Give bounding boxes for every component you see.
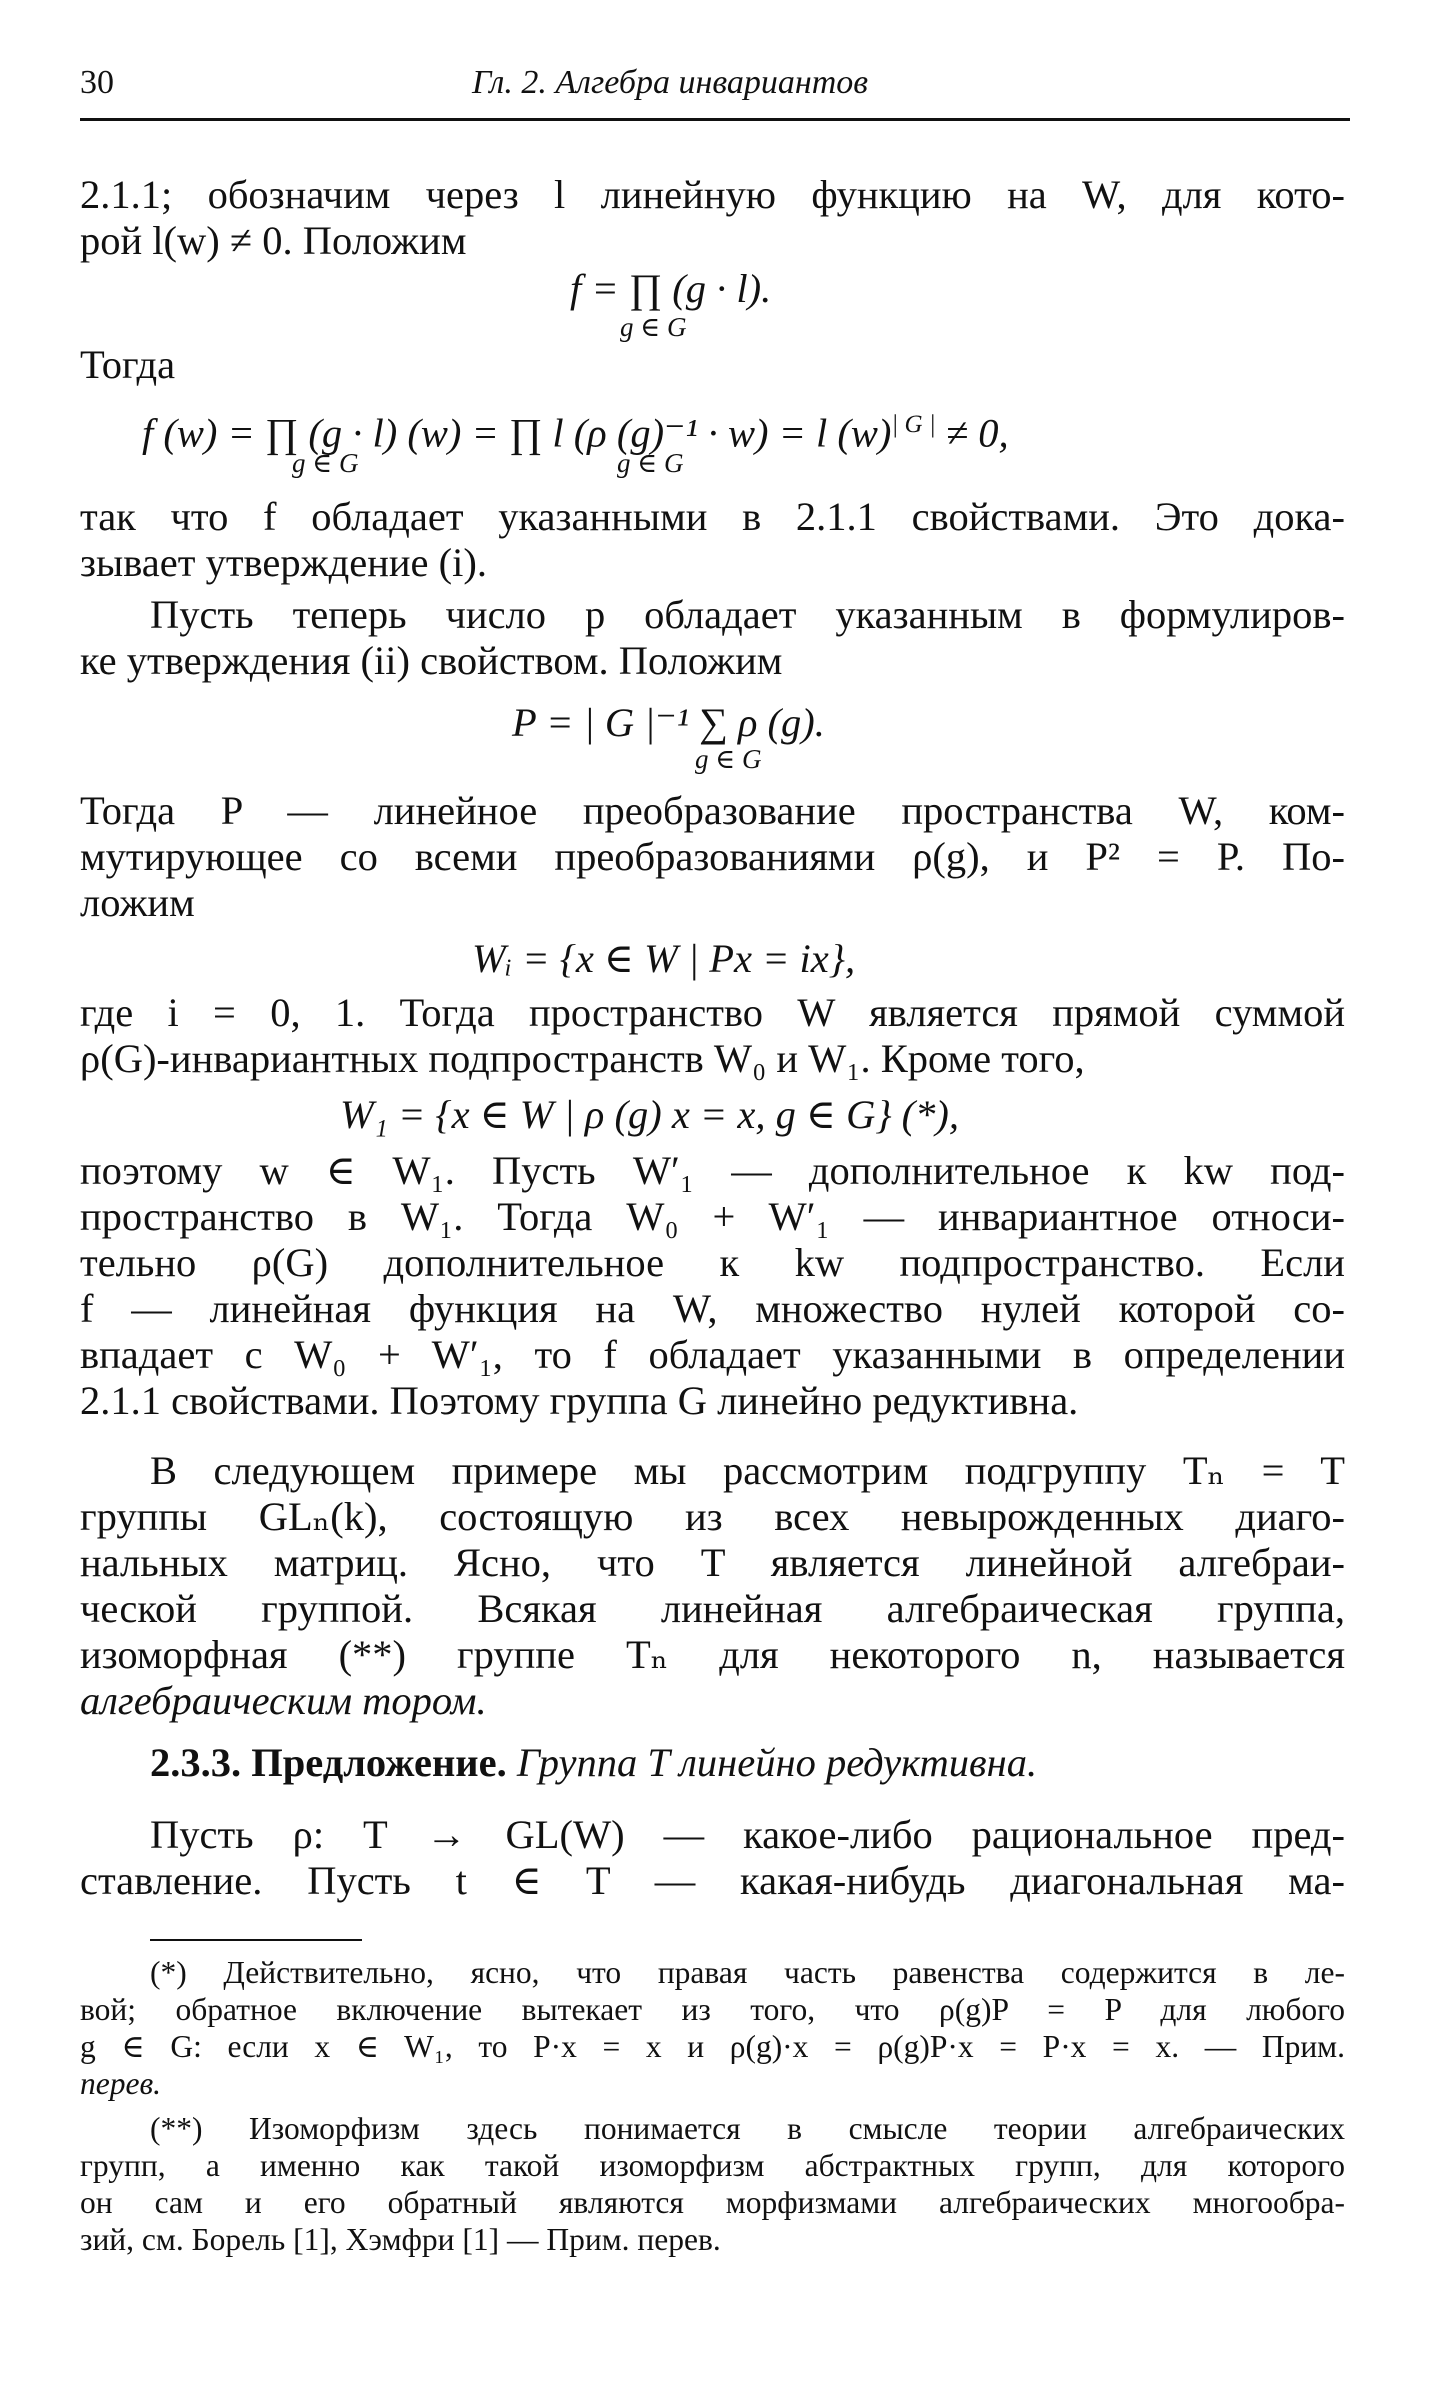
footnote-line: групп, а именно как такой изоморфизм абстрактных групп, для которого [80,2148,1345,2183]
page-number: 30 [80,64,114,101]
formula-w-i: Wᵢ = {x ∈ W | Px = ix}, [472,936,856,981]
footnote-line: (*) Действительно, ясно, что правая часть равенства содержится в ле- [150,1955,1345,1990]
text-line: ρ(G)-инвариантных подпространств W₀ и W₁. Кроме того, [80,1036,1085,1081]
formula-index: g ∈ G [617,448,684,478]
footnote-line: зий, см. Борель [1], Хэмфри [1] — Прим. перев. [80,2222,721,2257]
text-line: мутирующее со всеми преобразованиями ρ(g), и P² = P. По- [80,834,1345,879]
proposition-statement: Группа T линейно редуктивна. [516,1740,1038,1785]
proposition-heading [150,1740,1037,1786]
text-line: пространство в W₁. Тогда W₀ + W′₁ — инвариантное относи- [80,1194,1345,1239]
formula-index: g ∈ G [620,312,687,342]
formula-w-1: W₁ = {x ∈ W | ρ (g) x = x, g ∈ G} (*), [340,1092,960,1137]
text-line: тельно ρ(G) дополнительное к kw подпространство. Если [80,1240,1345,1285]
formula-f-of-w [142,402,1009,457]
text-line: В следующем примере мы рассмотрим подгруппу Tₙ = T [150,1448,1345,1493]
formula-part: ≠ 0, [945,410,1009,456]
formula-part: f (w) = ∏ (g · l) (w) = ∏ l (ρ (g)⁻¹ · w) = l (w) [142,410,892,456]
text-line: ставление. Пусть t ∈ T — какая-нибудь диагональная ма- [80,1858,1345,1903]
text-line: Тогда [80,342,176,387]
text-line: изоморфная (**) группе Tₙ для некоторого n, называется [80,1632,1345,1677]
text-line: зывает утверждение (i). [80,540,487,585]
text-line: впадает с W₀ + W′₁, то f обладает указанными в определении [80,1332,1345,1377]
text-line: где i = 0, 1. Тогда пространство W является прямой суммой [80,990,1345,1035]
footnote-rule [150,1939,362,1941]
text-line: 2.1.1; обозначим через l линейную функцию на W, для кото- [80,172,1345,217]
footnote-line: перев. [80,2066,162,2101]
text-line: группы GLₙ(k), состоящую из всех невырожденных диаго- [80,1494,1345,1539]
text-line: ке утверждения (ii) свойством. Положим [80,638,783,683]
footnote-line: он сам и его обратный являются морфизмами алгебраических многообра- [80,2185,1345,2220]
formula-f-product: f = ∏ (g · l). [570,266,772,311]
formula-index: g ∈ G [292,448,359,478]
text-line: ческой группой. Всякая линейная алгебраическая группа, [80,1586,1345,1631]
text-line: рой l(w) ≠ 0. Положим [80,218,467,263]
text-line: ложим [80,880,195,925]
text-line: алгебраическим тором. [80,1678,487,1723]
running-title: Гл. 2. Алгебра инвариантов [472,64,869,101]
footnote-line: g ∈ G: если x ∈ W₁, то P·x = x и ρ(g)·x = ρ(g)P·x = P·x = x. — Прим. [80,2029,1345,2064]
text-line: Пусть ρ: T → GL(W) — какое-либо рациональное пред- [150,1812,1345,1857]
footnote-line: (**) Изоморфизм здесь понимается в смысле теории алгебраических [150,2111,1345,2146]
text-line: f — линейная функция на W, множество нулей которой со- [80,1286,1345,1331]
text-line: поэтому w ∈ W₁. Пусть W′₁ — дополнительное к kw под- [80,1148,1345,1193]
formula-exponent: | G | [891,411,936,438]
header-rule [80,118,1350,121]
text-line: Тогда P — линейное преобразование пространства W, ком- [80,788,1345,833]
text-line: 2.1.1 свойствами. Поэтому группа G линейно редуктивна. [80,1378,1079,1423]
formula-p-average: P = | G |⁻¹ ∑ ρ (g). [512,700,825,745]
proposition-number: 2.3.3. Предложение. [150,1740,507,1785]
text-line: так что f обладает указанными в 2.1.1 свойствами. Это дока- [80,494,1345,539]
footnote-line: вой; обратное включение вытекает из того, что ρ(g)P = P для любого [80,1992,1345,2027]
formula-index: g ∈ G [695,744,762,774]
text-line: нальных матриц. Ясно, что T является линейной алгебраи- [80,1540,1345,1585]
text-line: Пусть теперь число p обладает указанным в формулиров- [150,592,1345,637]
